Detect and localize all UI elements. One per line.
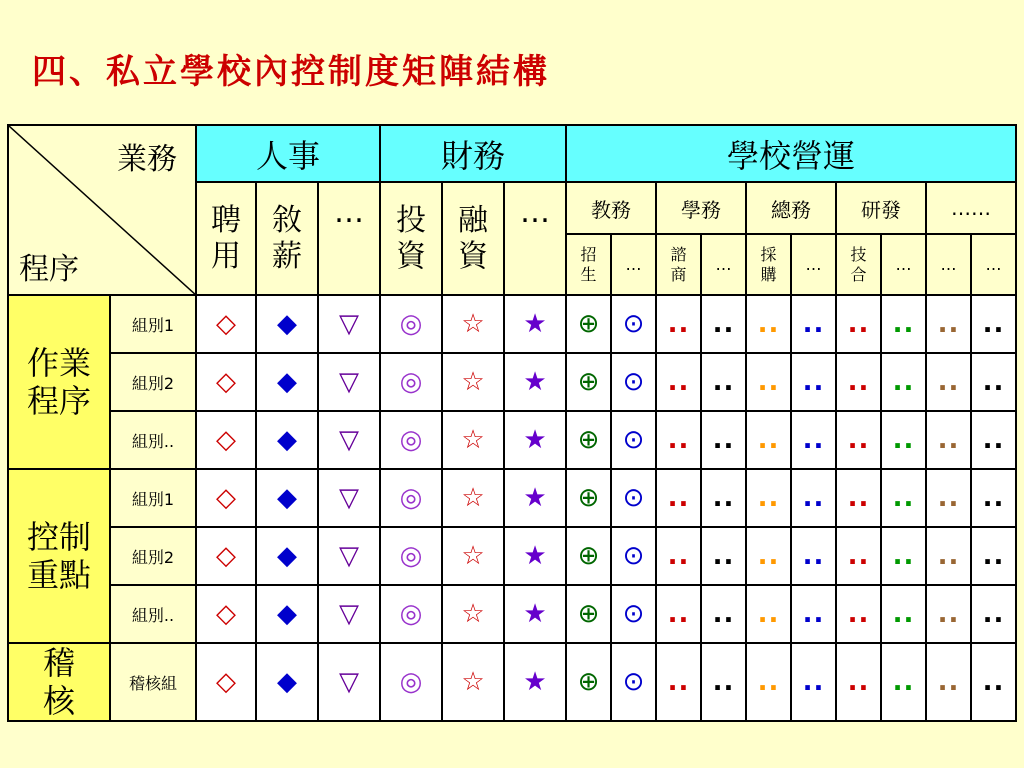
dot-cell [971,295,1016,353]
dot-mark: .. [712,425,735,455]
symbol-cell [566,527,611,585]
dot-mark: .. [712,541,735,571]
operations-subitem: … [791,234,836,295]
symbol-cell [504,411,566,469]
symbol-cell [380,295,442,353]
symbol-cell [504,295,566,353]
dot-mark: .. [757,425,780,455]
dot-mark: .. [892,541,915,571]
group-row-label: 組別2 [110,353,196,411]
dot-cell [836,585,881,643]
symbol-cell [611,295,656,353]
matrix-row [8,469,1016,527]
dot-mark: .. [667,541,690,571]
dot-cell [881,643,926,721]
dot-mark: .. [892,425,915,455]
control-symbol: ▽ [339,367,359,397]
personnel-item: … [318,182,380,295]
symbol-cell [611,527,656,585]
symbol-cell [380,469,442,527]
dot-mark: .. [757,667,780,697]
row-group-label: 稽 核 [8,643,110,721]
control-symbol: ◇ [216,667,236,697]
operations-subitem: 招 生 [566,234,611,295]
control-matrix-table [7,124,1017,722]
dot-cell [971,411,1016,469]
symbol-cell [380,411,442,469]
dot-mark: .. [982,667,1005,697]
group-row-label: 組別2 [110,527,196,585]
control-symbol: ◆ [277,483,297,513]
dot-cell [701,295,746,353]
control-symbol: ⊕ [577,541,600,571]
dot-cell [926,643,971,721]
dot-mark: .. [847,309,870,339]
dot-mark: .. [937,667,960,697]
matrix-row [8,527,1016,585]
dot-cell [791,527,836,585]
dot-mark: .. [982,367,1005,397]
dot-cell [881,585,926,643]
dot-cell [656,411,701,469]
dot-cell [746,643,791,721]
symbol-cell [504,585,566,643]
corner-header [8,125,196,295]
control-symbol: ☆ [461,599,485,629]
dot-mark: .. [712,599,735,629]
dot-mark: .. [847,367,870,397]
group-row-label: 組別.. [110,411,196,469]
control-symbol: ▽ [339,599,359,629]
dot-cell [881,295,926,353]
control-symbol: ☆ [461,541,485,571]
operations-item: 學務 [656,182,746,234]
dot-mark: .. [757,541,780,571]
group-row-label: 組別1 [110,469,196,527]
dot-mark: .. [892,599,915,629]
dot-mark: .. [802,309,825,339]
dot-mark: .. [847,425,870,455]
symbol-cell [442,643,504,721]
symbol-cell [566,643,611,721]
dot-mark: .. [712,483,735,513]
dot-mark: .. [667,667,690,697]
corner-procedure-label: 程序 [19,252,79,287]
control-symbol: ★ [523,483,547,513]
control-symbol: ★ [523,541,547,571]
dot-mark: .. [802,483,825,513]
dot-cell [926,527,971,585]
operations-item: 教務 [566,182,656,234]
control-symbol: ▽ [339,309,359,339]
operations-subitem: 採 購 [746,234,791,295]
control-symbol: ⊙ [622,425,645,455]
control-symbol: ◎ [399,425,423,455]
dot-cell [971,353,1016,411]
symbol-cell [566,295,611,353]
symbol-cell [566,411,611,469]
operations-subitem: … [971,234,1016,295]
dot-cell [656,353,701,411]
control-symbol: ◎ [399,483,423,513]
dot-mark: .. [892,483,915,513]
operations-item: 研發 [836,182,926,234]
dot-cell [791,585,836,643]
control-symbol: ★ [523,425,547,455]
control-symbol: ◆ [277,599,297,629]
dot-cell [926,353,971,411]
group-row-label: 組別1 [110,295,196,353]
dot-mark: .. [802,425,825,455]
control-symbol: ⊕ [577,425,600,455]
control-symbol: ☆ [461,425,485,455]
control-symbol: ☆ [461,483,485,513]
dot-cell [701,527,746,585]
dot-mark: .. [847,599,870,629]
dot-mark: .. [667,425,690,455]
control-symbol: ⊙ [622,541,645,571]
dot-cell [881,527,926,585]
operations-subitem: 諮 商 [656,234,701,295]
dot-cell [791,353,836,411]
dot-cell [746,527,791,585]
dot-mark: .. [892,309,915,339]
symbol-cell [318,295,380,353]
symbol-cell [442,353,504,411]
dot-mark: .. [937,541,960,571]
corner-business-label: 業務 [117,142,177,177]
dot-cell [656,527,701,585]
dot-mark: .. [757,367,780,397]
dot-cell [836,353,881,411]
slide-title: 四、私立學校內控制度矩陣結構 [32,52,550,92]
control-symbol: ◆ [277,541,297,571]
dot-mark: .. [667,309,690,339]
control-symbol: ◇ [216,309,236,339]
control-symbol: ◇ [216,483,236,513]
dot-cell [836,469,881,527]
symbol-cell [442,295,504,353]
dot-mark: .. [937,599,960,629]
row-group-label: 作業 程序 [8,295,110,469]
control-symbol: ◆ [277,309,297,339]
control-symbol: ⊕ [577,309,600,339]
dot-mark: .. [847,541,870,571]
control-symbol: ◇ [216,599,236,629]
dot-mark: .. [937,309,960,339]
matrix-row [8,411,1016,469]
symbol-cell [611,469,656,527]
dot-mark: .. [802,541,825,571]
dot-cell [971,643,1016,721]
symbol-cell [611,585,656,643]
dot-cell [836,411,881,469]
symbol-cell [442,527,504,585]
dot-cell [701,411,746,469]
group-row-label: 組別.. [110,585,196,643]
symbol-cell [256,527,318,585]
dot-mark: .. [757,309,780,339]
dot-mark: .. [667,599,690,629]
control-symbol: ◆ [277,667,297,697]
symbol-cell [318,527,380,585]
control-symbol: ⊕ [577,667,600,697]
dot-cell [746,469,791,527]
dot-cell [836,527,881,585]
control-symbol: ☆ [461,367,485,397]
dot-mark: .. [712,667,735,697]
group-operations: 學校營運 [566,125,1016,182]
symbol-cell [196,469,256,527]
dot-cell [971,469,1016,527]
dot-mark: .. [667,367,690,397]
symbol-cell [196,643,256,721]
symbol-cell [318,585,380,643]
dot-cell [701,469,746,527]
finance-item: … [504,182,566,295]
dot-cell [746,585,791,643]
dot-cell [656,295,701,353]
dot-mark: .. [712,309,735,339]
control-symbol: ◆ [277,425,297,455]
control-symbol: ▽ [339,667,359,697]
control-symbol: ★ [523,599,547,629]
dot-cell [881,353,926,411]
control-symbol: ★ [523,309,547,339]
operations-subitem: … [611,234,656,295]
symbol-cell [256,295,318,353]
dot-mark: .. [757,599,780,629]
dot-mark: .. [892,667,915,697]
dot-cell [791,643,836,721]
control-symbol: ◎ [399,599,423,629]
symbol-cell [196,585,256,643]
control-symbol: ◇ [216,367,236,397]
control-symbol: ⊙ [622,667,645,697]
dot-mark: .. [757,483,780,513]
finance-item: 投 資 [380,182,442,295]
control-symbol: ⊕ [577,599,600,629]
matrix-row [8,295,1016,353]
dot-cell [656,643,701,721]
symbol-cell [442,585,504,643]
symbol-cell [196,295,256,353]
finance-item: 融 資 [442,182,504,295]
control-symbol: ⊙ [622,599,645,629]
dot-cell [881,469,926,527]
operations-subitem: … [881,234,926,295]
operations-subitem: … [926,234,971,295]
dot-cell [836,643,881,721]
dot-cell [926,411,971,469]
symbol-cell [611,353,656,411]
symbol-cell [256,643,318,721]
dot-cell [656,585,701,643]
control-symbol: ⊙ [622,309,645,339]
control-symbol: ☆ [461,667,485,697]
dot-cell [701,585,746,643]
symbol-cell [196,411,256,469]
symbol-cell [611,411,656,469]
dot-cell [926,585,971,643]
symbol-cell [196,527,256,585]
symbol-cell [504,527,566,585]
control-symbol: ◇ [216,541,236,571]
dot-mark: .. [847,667,870,697]
dot-cell [701,353,746,411]
symbol-cell [504,643,566,721]
control-symbol: ⊙ [622,367,645,397]
control-symbol: ◎ [399,541,423,571]
symbol-cell [504,469,566,527]
dot-mark: .. [937,425,960,455]
symbol-cell [380,643,442,721]
dot-cell [746,411,791,469]
dot-cell [971,527,1016,585]
dot-mark: .. [802,367,825,397]
symbol-cell [256,411,318,469]
dot-mark: .. [982,425,1005,455]
control-symbol: ▽ [339,483,359,513]
control-symbol: ▽ [339,541,359,571]
dot-mark: .. [667,483,690,513]
matrix-row [8,643,1016,721]
operations-item: …… [926,182,1016,234]
symbol-cell [380,527,442,585]
dot-mark: .. [802,599,825,629]
dot-cell [971,585,1016,643]
symbol-cell [318,643,380,721]
symbol-cell [566,469,611,527]
group-finance: 財務 [380,125,566,182]
control-symbol: ◎ [399,309,423,339]
matrix-row [8,353,1016,411]
dot-cell [746,353,791,411]
control-symbol: ☆ [461,309,485,339]
dot-mark: .. [982,541,1005,571]
control-symbol: ⊕ [577,367,600,397]
operations-subitem: 技 合 [836,234,881,295]
personnel-item: 聘 用 [196,182,256,295]
symbol-cell [442,469,504,527]
dot-mark: .. [712,367,735,397]
symbol-cell [196,353,256,411]
symbol-cell [256,585,318,643]
personnel-item: 敘 薪 [256,182,318,295]
dot-cell [701,643,746,721]
dot-cell [791,411,836,469]
symbol-cell [318,411,380,469]
dot-mark: .. [982,599,1005,629]
dot-mark: .. [982,483,1005,513]
row-group-label: 控制 重點 [8,469,110,643]
symbol-cell [566,353,611,411]
control-symbol: ★ [523,667,547,697]
group-personnel: 人事 [196,125,380,182]
control-symbol: ▽ [339,425,359,455]
dot-mark: .. [802,667,825,697]
symbol-cell [611,643,656,721]
symbol-cell [256,469,318,527]
dot-cell [881,411,926,469]
symbol-cell [256,353,318,411]
control-symbol: ⊕ [577,483,600,513]
symbol-cell [442,411,504,469]
dot-cell [791,469,836,527]
dot-mark: .. [982,309,1005,339]
control-symbol: ◇ [216,425,236,455]
control-symbol: ◆ [277,367,297,397]
dot-cell [836,295,881,353]
symbol-cell [504,353,566,411]
dot-cell [791,295,836,353]
symbol-cell [318,469,380,527]
dot-mark: .. [937,367,960,397]
dot-cell [926,469,971,527]
symbol-cell [318,353,380,411]
control-symbol: ★ [523,367,547,397]
control-symbol: ⊙ [622,483,645,513]
control-symbol: ◎ [399,367,423,397]
dot-mark: .. [847,483,870,513]
dot-mark: .. [892,367,915,397]
dot-cell [656,469,701,527]
dot-cell [746,295,791,353]
dot-mark: .. [937,483,960,513]
control-symbol: ◎ [399,667,423,697]
symbol-cell [380,585,442,643]
operations-item: 總務 [746,182,836,234]
group-row-label: 稽核組 [110,643,196,721]
symbol-cell [380,353,442,411]
operations-subitem: … [701,234,746,295]
matrix-row [8,585,1016,643]
symbol-cell [566,585,611,643]
dot-cell [926,295,971,353]
